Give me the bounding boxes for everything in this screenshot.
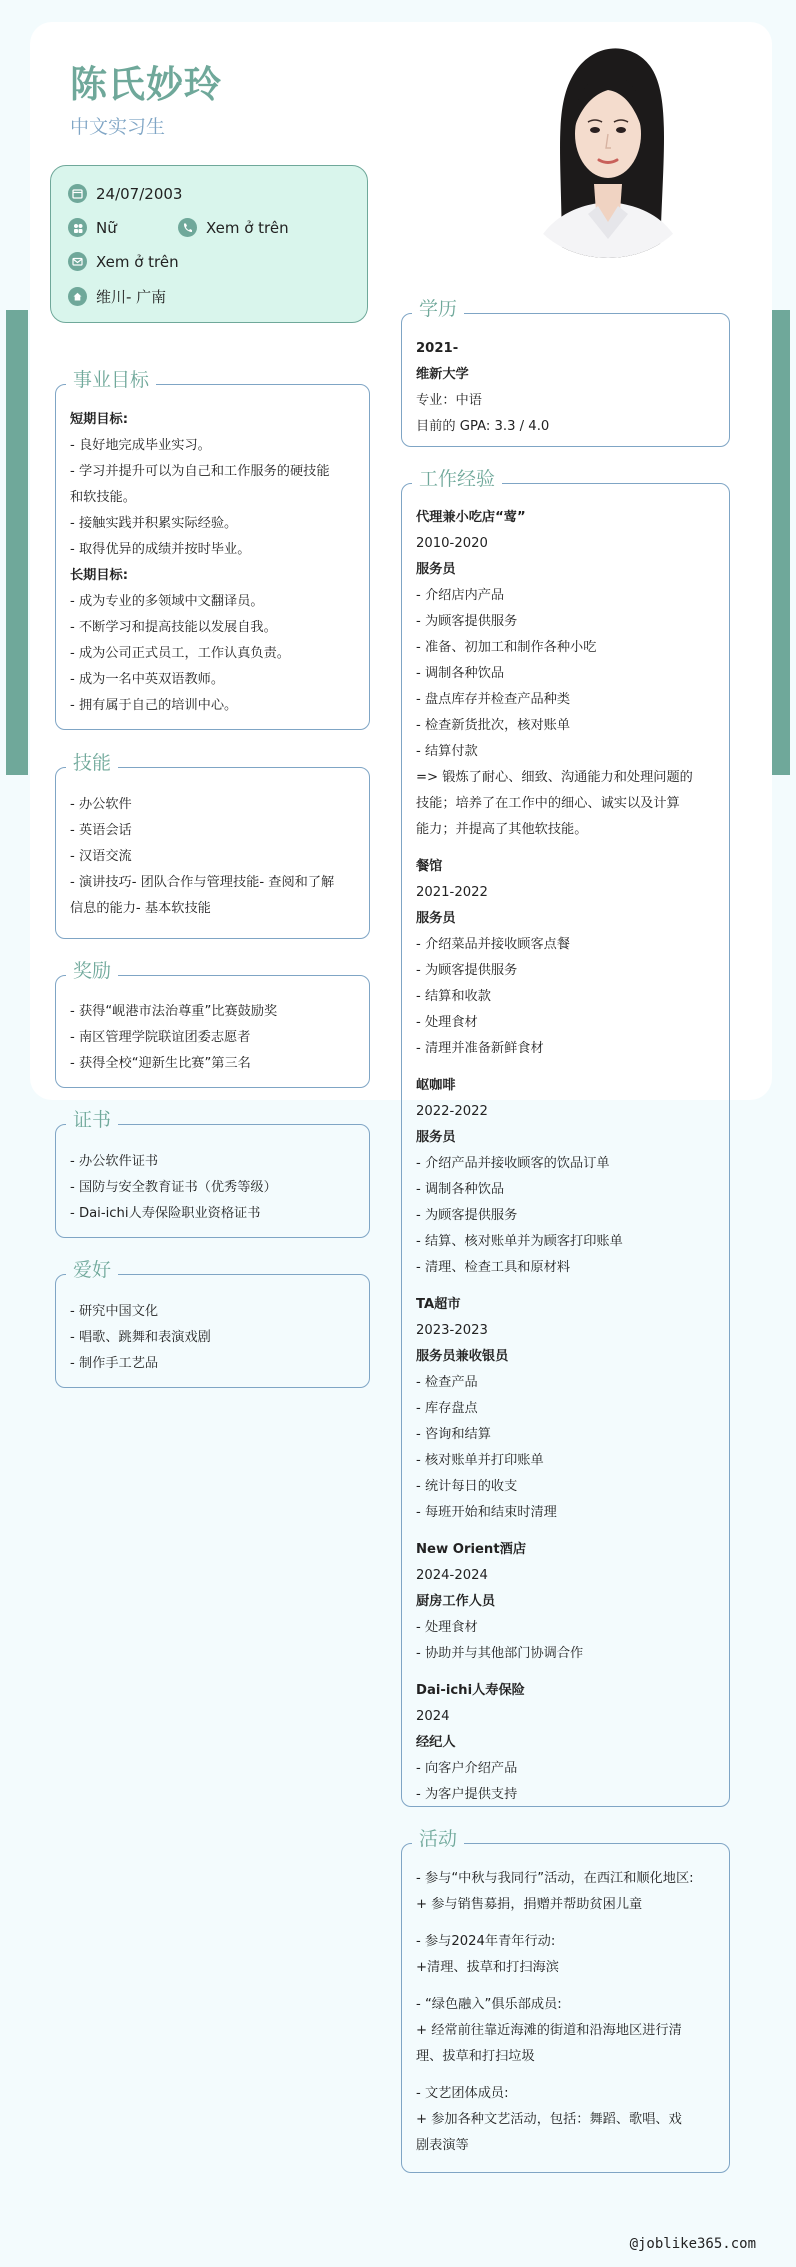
certificates-body — [70, 1149, 357, 1227]
text-line: - 为顾客提供服务 — [416, 963, 518, 978]
text-line: - 演讲技巧- 团队合作与管理技能- 查阅和了解 — [70, 875, 335, 890]
career-goal-body — [70, 407, 357, 719]
text-line: + 经常前往靠近海滩的街道和沿海地区进行清 — [416, 2023, 682, 2038]
text-line: - 检查产品 — [416, 1375, 478, 1390]
text-line: => 锻炼了耐心、细致、沟通能力和处理问题的 — [416, 770, 693, 785]
education-title: 学历 — [412, 300, 464, 319]
text-line: +清理、拔草和打扫海滨 — [416, 1960, 559, 1975]
birthday-row — [68, 184, 182, 203]
text-line: 2023-2023 — [416, 1323, 488, 1338]
subheading-line: 短期目标: — [70, 412, 129, 427]
phone-row[interactable] — [178, 218, 289, 237]
text-line: - 参与2024年青年行动: — [416, 1934, 556, 1949]
text-line: - 英语会话 — [70, 823, 132, 838]
text-line: - 协助并与其他部门协调合作 — [416, 1646, 584, 1661]
address-row — [68, 286, 166, 307]
birthday-value: 24/07/2003 — [96, 184, 183, 203]
profile-photo — [522, 34, 694, 258]
line-gap — [416, 1667, 717, 1678]
mail-icon — [68, 252, 87, 271]
footer-website[interactable]: @joblike365.com — [629, 2236, 756, 2252]
text-line: - 介绍店内产品 — [416, 588, 505, 603]
activities-section — [401, 1828, 730, 2173]
activities-body — [416, 1866, 717, 2159]
text-line: 技能；培养了在工作中的细心、诚实以及计算 — [416, 796, 680, 811]
certificates-section — [55, 1109, 370, 1238]
text-line: 2024 — [416, 1709, 450, 1724]
text-line: - 向客户介绍产品 — [416, 1761, 518, 1776]
subheading-line: 服务员兼收银员 — [416, 1349, 509, 1364]
subheading-line: Dai-ichi人寿保险 — [416, 1683, 525, 1698]
text-line: - 不断学习和提高技能以发展自我。 — [70, 620, 277, 635]
text-line: - 结算、核对账单并为顾客打印账单 — [416, 1234, 623, 1249]
text-line: 信息的能力- 基本软技能 — [70, 901, 211, 916]
text-line: 和软技能。 — [70, 490, 136, 505]
text-line: - 统计每日的收支 — [416, 1479, 518, 1494]
subheading-line: 服务员 — [416, 1130, 456, 1145]
career-goal-title: 事业目标 — [66, 371, 156, 390]
gender-value: Nữ — [96, 218, 117, 237]
text-line: - 调制各种饮品 — [416, 666, 505, 681]
text-line: 目前的 GPA: 3.3 / 4.0 — [416, 419, 550, 434]
text-line: - 处理食材 — [416, 1620, 478, 1635]
text-line: - 成为公司正式员工，工作认真负责。 — [70, 646, 290, 661]
email-value[interactable]: Xem ở trên — [96, 252, 179, 271]
text-line: - 国防与安全教育证书（优秀等级） — [70, 1180, 277, 1195]
subheading-line: 代理兼小吃店“莺” — [416, 510, 526, 525]
subheading-line: 餐馆 — [416, 859, 443, 874]
text-line: - 准备、初加工和制作各种小吃 — [416, 640, 597, 655]
text-line: - 办公软件 — [70, 797, 132, 812]
hobbies-body — [70, 1299, 357, 1377]
text-line: - 参与“中秋与我同行”活动，在西江和顺化地区: — [416, 1871, 694, 1886]
email-row[interactable] — [68, 252, 179, 271]
text-line: - 每班开始和结束时清理 — [416, 1505, 557, 1520]
education-section — [401, 298, 730, 447]
subheading-line: TA超市 — [416, 1297, 461, 1312]
text-line: - 调制各种饮品 — [416, 1182, 505, 1197]
text-line: 2021-2022 — [416, 885, 488, 900]
line-gap — [416, 843, 717, 854]
phone-icon — [178, 218, 197, 237]
text-line: - 检查新货批次，核对账单 — [416, 718, 571, 733]
home-icon — [68, 287, 87, 306]
text-line: - 为客户提供支持 — [416, 1787, 518, 1802]
text-line: - 成为专业的多领域中文翻译员。 — [70, 594, 264, 609]
text-line: - 唱歌、跳舞和表演戏剧 — [70, 1330, 211, 1345]
calendar-icon — [68, 184, 87, 203]
awards-section — [55, 960, 370, 1088]
line-gap — [416, 1281, 717, 1292]
left-accent-bar — [6, 310, 28, 775]
text-line: 2010-2020 — [416, 536, 488, 551]
subheading-line: 2021- — [416, 341, 459, 356]
gender-icon — [68, 218, 87, 237]
text-line: - 获得全校“迎新生比赛”第三名 — [70, 1056, 251, 1071]
text-line: - 介绍产品并接收顾客的饮品订单 — [416, 1156, 610, 1171]
address-value: 维川- 广南 — [96, 288, 167, 306]
text-line: - 研究中国文化 — [70, 1304, 159, 1319]
text-line: - 取得优异的成绩并按时毕业。 — [70, 542, 251, 557]
text-line: - 制作手工艺品 — [70, 1356, 159, 1371]
text-line: 2022-2022 — [416, 1104, 488, 1119]
subheading-line: 厨房工作人员 — [416, 1594, 496, 1609]
text-line: - 拥有属于自己的培训中心。 — [70, 698, 238, 713]
awards-body — [70, 999, 357, 1077]
subheading-line: New Orient酒店 — [416, 1542, 527, 1557]
candidate-role: 中文实习生 — [70, 116, 166, 138]
text-line: 能力；并提高了其他软技能。 — [416, 822, 588, 837]
awards-title: 奖励 — [66, 962, 118, 981]
subheading-line: 经纪人 — [416, 1735, 456, 1750]
text-line: - 盘点库存并检查产品种类 — [416, 692, 571, 707]
subheading-line: 服务员 — [416, 911, 456, 926]
skills-title: 技能 — [66, 754, 118, 773]
activities-title: 活动 — [412, 1830, 464, 1849]
text-line: - 办公软件证书 — [70, 1154, 159, 1169]
text-line: - 清理、检查工具和原材料 — [416, 1260, 571, 1275]
line-gap — [416, 1526, 717, 1537]
text-line: + 参与销售募捐，捐赠并帮助贫困儿童 — [416, 1897, 643, 1912]
text-line: - 获得“岘港市法治尊重”比赛鼓励奖 — [70, 1004, 278, 1019]
phone-value[interactable]: Xem ở trên — [206, 218, 289, 237]
subheading-line: 维新大学 — [416, 367, 469, 382]
experience-body — [416, 505, 717, 1808]
text-line: - 库存盘点 — [416, 1401, 478, 1416]
line-gap — [416, 1981, 717, 1992]
text-line: - 良好地完成毕业实习。 — [70, 438, 211, 453]
text-line: - 核对账单并打印账单 — [416, 1453, 544, 1468]
skills-section — [55, 752, 370, 939]
text-line: 专业：中语 — [416, 393, 482, 408]
text-line: - 清理并准备新鲜食材 — [416, 1041, 544, 1056]
gender-row — [68, 218, 117, 237]
subheading-line: 长期目标: — [70, 568, 129, 583]
text-line: - 学习并提升可以为自己和工作服务的硬技能 — [70, 464, 330, 479]
contact-info-box — [50, 165, 368, 323]
text-line: - 为顾客提供服务 — [416, 614, 518, 629]
text-line: - 咨询和结算 — [416, 1427, 491, 1442]
subheading-line: 岖咖啡 — [416, 1078, 456, 1093]
text-line: - “绿色融入”俱乐部成员: — [416, 1997, 562, 2012]
hobbies-section — [55, 1259, 370, 1388]
experience-section — [401, 468, 730, 1807]
certificates-title: 证书 — [66, 1111, 118, 1130]
line-gap — [416, 2070, 717, 2081]
text-line: - Dai-ichi人寿保险职业资格证书 — [70, 1206, 261, 1221]
career-goal-section — [55, 369, 370, 730]
education-body — [416, 336, 717, 440]
experience-title: 工作经验 — [412, 470, 502, 489]
text-line: 剧表演等 — [416, 2138, 469, 2153]
text-line: - 处理食材 — [416, 1015, 478, 1030]
text-line: 2024-2024 — [416, 1568, 488, 1583]
text-line: 理、拔草和打扫垃圾 — [416, 2049, 535, 2064]
text-line: - 结算付款 — [416, 744, 478, 759]
subheading-line: 服务员 — [416, 562, 456, 577]
line-gap — [416, 1918, 717, 1929]
text-line: - 汉语交流 — [70, 849, 132, 864]
hobbies-title: 爱好 — [66, 1261, 118, 1280]
candidate-name: 陈氏妙玲 — [70, 63, 222, 106]
text-line: + 参加各种文艺活动，包括：舞蹈、歌唱、戏 — [416, 2112, 682, 2127]
text-line: - 成为一名中英双语教师。 — [70, 672, 225, 687]
text-line: - 介绍菜品并接收顾客点餐 — [416, 937, 571, 952]
text-line: - 接触实践并积累实际经验。 — [70, 516, 238, 531]
skills-body — [70, 792, 357, 922]
line-gap — [416, 1062, 717, 1073]
text-line: - 结算和收款 — [416, 989, 491, 1004]
text-line: - 南区管理学院联谊团委志愿者 — [70, 1030, 251, 1045]
text-line: - 为顾客提供服务 — [416, 1208, 518, 1223]
text-line: - 文艺团体成员: — [416, 2086, 509, 2101]
